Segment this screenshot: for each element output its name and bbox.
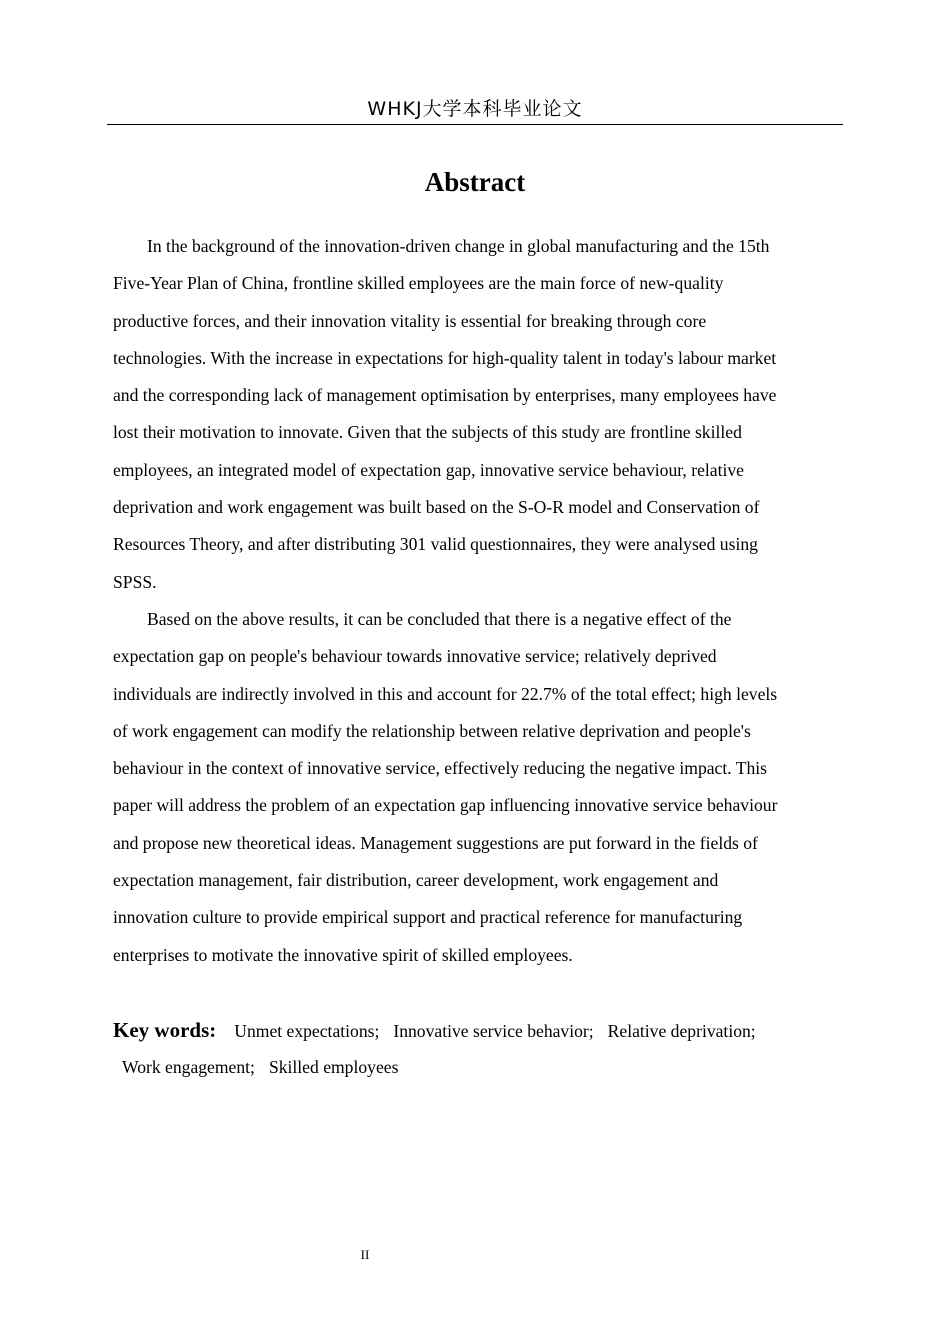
keyword-item: Relative deprivation;: [607, 1021, 756, 1041]
running-header: [107, 96, 843, 125]
keyword-item: Unmet expectations;: [234, 1021, 380, 1041]
keywords-line-2: [113, 1049, 843, 1085]
keyword-item: Work engagement;: [122, 1057, 255, 1077]
abstract-body: [113, 228, 843, 974]
running-header-title: WHKJ大学本科毕业论文: [367, 98, 583, 120]
keyword-item: Innovative service behavior;: [393, 1021, 594, 1041]
page-number: II: [360, 1247, 370, 1262]
keywords-line-1: [113, 1012, 843, 1049]
keywords-label: Key words:: [113, 1018, 217, 1042]
abstract-title: Abstract: [424, 167, 526, 197]
abstract-paragraph-1: In the background of the innovation-driven change in global manufacturing and the 15th Five-Year Plan of China, frontline skilled employees are the main force of new-quality productive forces, and their innovation vitality is essential for breaking through core technologies. With the increase in expectations for high-quality talent in today's labour market and the corresponding lack of management optimisation by enterprises, many employees have lost their motivation to innovate. Given that the subjects of this study are frontline skilled employees, an integrated model of expectation gap, innovative service behaviour, relative deprivation and work engagement was built based on the S-O-R model and Conservation of Resources Theory, and after distributing 301 valid questionnaires, they were analysed using SPSS.: [113, 236, 777, 592]
keyword-item: Skilled employees: [268, 1057, 399, 1077]
keywords-section: [113, 1012, 843, 1085]
abstract-paragraph-2: Based on the above results, it can be concluded that there is a negative effect of the expectation gap on people's behaviour towards innovative service; relatively deprived individuals are indirectly involved in this and account for 22.7% of the total effect; high levels of work engagement can modify the relationship between relative deprivation and people's behaviour in the context of innovative service, effectively reducing the negative impact. This paper will address the problem of an expectation gap influencing innovative service behaviour and propose new theoretical ideas. Management suggestions are put forward in the fields of expectation management, fair distribution, career development, work engagement and innovation culture to provide empirical support and practical reference for manufacturing enterprises to motivate the innovative spirit of skilled employees.: [113, 608, 778, 965]
